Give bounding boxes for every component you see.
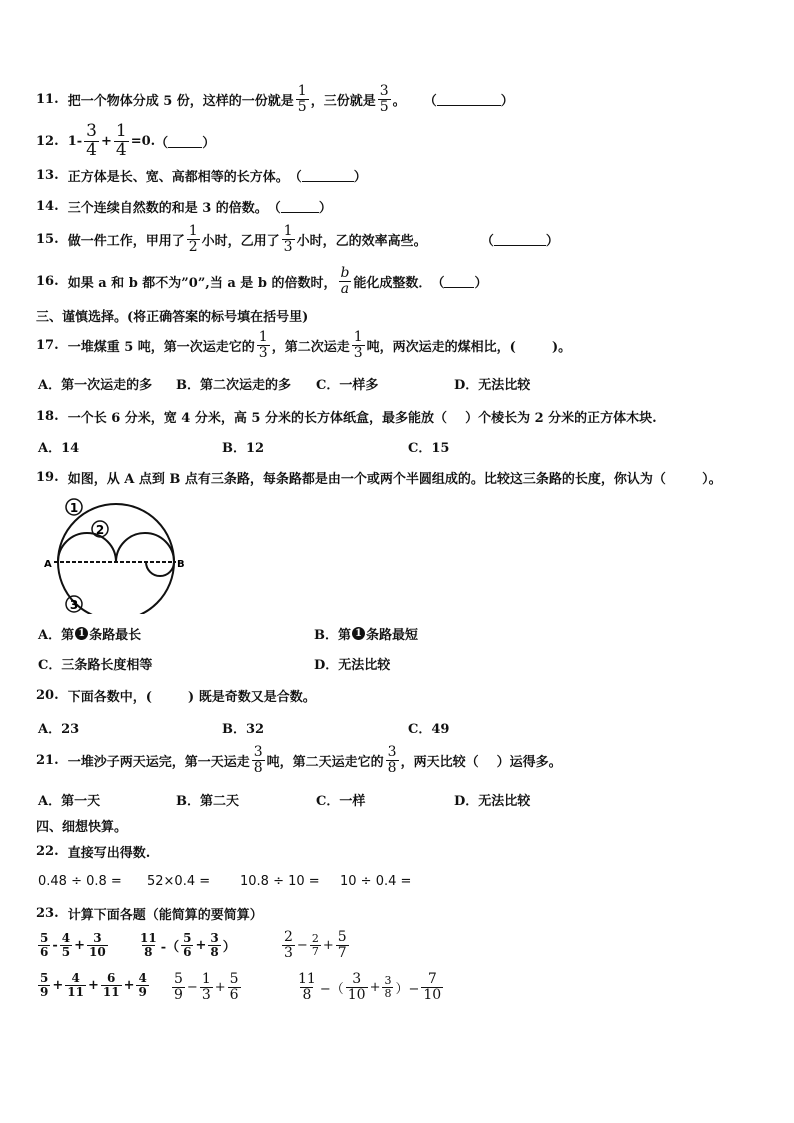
expression-3: $\frac{2}{3}$ − $\frac{2}{7}$ + $\frac{5}{7}$ (284, 929, 347, 961)
label-2: 2 (95, 523, 105, 537)
option-c[interactable]: C．15 (408, 441, 450, 456)
question-number: 18. (36, 409, 59, 424)
option-a[interactable]: A．第 1 条路最长 (38, 628, 142, 643)
expression-1: $\frac{5}{6}$ - $\frac{4}{5}$ + $\frac{3}{10}$ (40, 931, 106, 959)
option-b[interactable]: B．第 1 条路最短 (314, 628, 419, 643)
fraction: $\frac{1}{3}$ (283, 223, 293, 255)
fraction: $\frac{3}{5}$ (379, 83, 389, 115)
answer-blank[interactable] (444, 275, 474, 288)
mental-calc-2: 52×0.4 = (147, 874, 211, 889)
option-d[interactable]: D．无法比较 (454, 378, 531, 393)
option-c[interactable]: C．一样多 (316, 378, 379, 393)
fraction: $\frac{1}{3}$ (353, 329, 363, 361)
question-text: 下面各数中，( ) 既是奇数又是合数。 (67, 690, 316, 705)
question-13: 13. 正方体是长、宽、高都相等的长方体。 （ ） (36, 168, 367, 185)
question-text: 一个长 6 分米，宽 4 分米，高 5 分米的长方体纸盒，最多能放（ ）个棱长为 2 分米的正方体木块. (67, 411, 657, 426)
fraction: $\frac{3}{8}$ (387, 744, 397, 776)
label-1: 1 (69, 501, 79, 515)
fraction: $\frac{b}{a}$ (340, 265, 350, 297)
question-number: 15. (36, 231, 59, 247)
question-text: 三个连续自然数的和是 3 的倍数。 (67, 201, 268, 216)
option-a[interactable]: A．第一天 (38, 794, 101, 809)
expression-5: $\frac{5}{9}$ − $\frac{1}{3}$ + $\frac{5}{6}$ (174, 971, 239, 1003)
fraction: $\frac{1}{5}$ (297, 83, 307, 115)
question-14: 14. 三个连续自然数的和是 3 的倍数。 （ ） (36, 199, 332, 216)
question-number: 23. (36, 906, 59, 921)
question-21: 21. 一堆沙子两天运完，第一天运走 $\frac{3}{8}$ 吨，第二天运走它的 $\frac{3}{8}$ ，两天比较（ ）运得多。 (36, 744, 562, 776)
label-3: 3 (69, 598, 79, 612)
question-text: 如图，从 A 点到 B 点有三条路，每条路都是由一个或两个半圆组成的。比较这三条路的长度，你认为（ ）。 (67, 472, 722, 487)
question-number: 17. (36, 337, 59, 353)
question-18 (36, 407, 657, 426)
question-number: 11. (36, 91, 59, 107)
answer-blank[interactable] (494, 233, 546, 246)
question-number: 14. (36, 199, 59, 214)
question-text: 把一个物体分成 5 份，这样的一份就是 (67, 93, 294, 109)
option-d[interactable]: D．无法比较 (314, 658, 391, 673)
answer-blank[interactable] (168, 135, 202, 148)
question-number: 19. (36, 470, 59, 485)
question-19 (36, 468, 722, 487)
question-number: 12. (36, 133, 59, 149)
fraction: $\frac{3}{4}$ (86, 121, 97, 160)
option-c[interactable]: C．一样 (316, 794, 366, 809)
question-text: 计算下面各题（能简算的要简算） (67, 908, 263, 923)
expression-2: $\frac{11}{8}$ -（ $\frac{5}{6}$ + $\frac{3}{8}$ ） (140, 931, 236, 959)
question-23 (36, 904, 263, 923)
option-d[interactable]: D．无法比较 (454, 794, 531, 809)
mental-calc-1: 0.48 ÷ 0.8 = (38, 874, 122, 889)
question-number: 20. (36, 688, 59, 703)
section-heading-4: 四、细想快算。 (36, 820, 128, 835)
path-2-arc-right (116, 533, 174, 562)
label-b: B (177, 559, 185, 570)
fraction: $\frac{1}{2}$ (188, 223, 198, 255)
option-a[interactable]: A．23 (38, 722, 80, 737)
question-12: 12. 1- $\frac{3}{4}$ + $\frac{1}{4}$ =0. （ ） (36, 121, 216, 160)
question-11: 11. 把一个物体分成 5 份，这样的一份就是 $\frac{1}{5}$ ，三份就是 $\frac{3}{5}$ 。 （ ） (36, 83, 514, 115)
option-b[interactable]: B．第二次运走的多 (176, 378, 291, 393)
fraction: $\frac{3}{8}$ (253, 744, 263, 776)
answer-blank[interactable] (437, 93, 501, 106)
question-22 (36, 842, 150, 861)
option-b[interactable]: B．32 (222, 722, 265, 737)
option-a[interactable]: A．14 (38, 441, 80, 456)
question-text: 直接写出得数. (67, 846, 151, 861)
option-c[interactable]: C．49 (408, 722, 450, 737)
question-20 (36, 686, 316, 705)
label-a: A (44, 559, 52, 570)
semicircle-paths-figure (40, 494, 190, 614)
expression-4: $\frac{5}{9}$ + $\frac{4}{11}$ + $\frac{6}{11}$ + $\frac{4}{9}$ (40, 971, 147, 999)
option-a[interactable]: A．第一次运走的多 (38, 378, 153, 393)
question-number: 16. (36, 273, 59, 289)
question-number: 21. (36, 752, 59, 768)
question-number: 22. (36, 844, 59, 859)
answer-blank[interactable] (302, 169, 354, 182)
question-16: 16. 如果 a 和 b 都不为”0”,当 a 是 b 的倍数时， $\frac{b}{a}$ 能化成整数． （ ） (36, 265, 488, 297)
question-text: 正方体是长、宽、高都相等的长方体。 (67, 170, 289, 185)
expression-6: $\frac{11}{8}$ −（ $\frac{3}{10}$ + $\frac{3}{8}$ ）− $\frac{7}{10}$ (298, 971, 442, 1003)
fraction: $\frac{1}{3}$ (258, 329, 268, 361)
option-b[interactable]: B．第二天 (176, 794, 239, 809)
fraction: $\frac{1}{4}$ (115, 121, 127, 160)
section-heading-3: 三、谨慎选择。(将正确答案的标号填在括号里) (36, 310, 309, 325)
mental-calc-4: 10 ÷ 0.4 = (340, 874, 412, 889)
mental-calc-3: 10.8 ÷ 10 = (240, 874, 320, 889)
question-number: 13. (36, 168, 59, 183)
question-17: 17. 一堆煤重 5 吨，第一次运走它的 $\frac{1}{3}$ ，第二次运走 $\frac{1}{3}$ 吨，两次运走的煤相比，( )。 (36, 329, 572, 361)
path-3-arc-small (146, 562, 174, 576)
option-c[interactable]: C．三条路长度相等 (38, 658, 153, 673)
answer-blank[interactable] (281, 200, 319, 213)
path-2-arc-left (58, 533, 116, 562)
option-b[interactable]: B．12 (222, 441, 265, 456)
question-15: 15. 做一件工作，甲用了 $\frac{1}{2}$ 小时，乙用了 $\frac{1}{3}$ 小时，乙的效率高些。 （ ） (36, 223, 559, 255)
